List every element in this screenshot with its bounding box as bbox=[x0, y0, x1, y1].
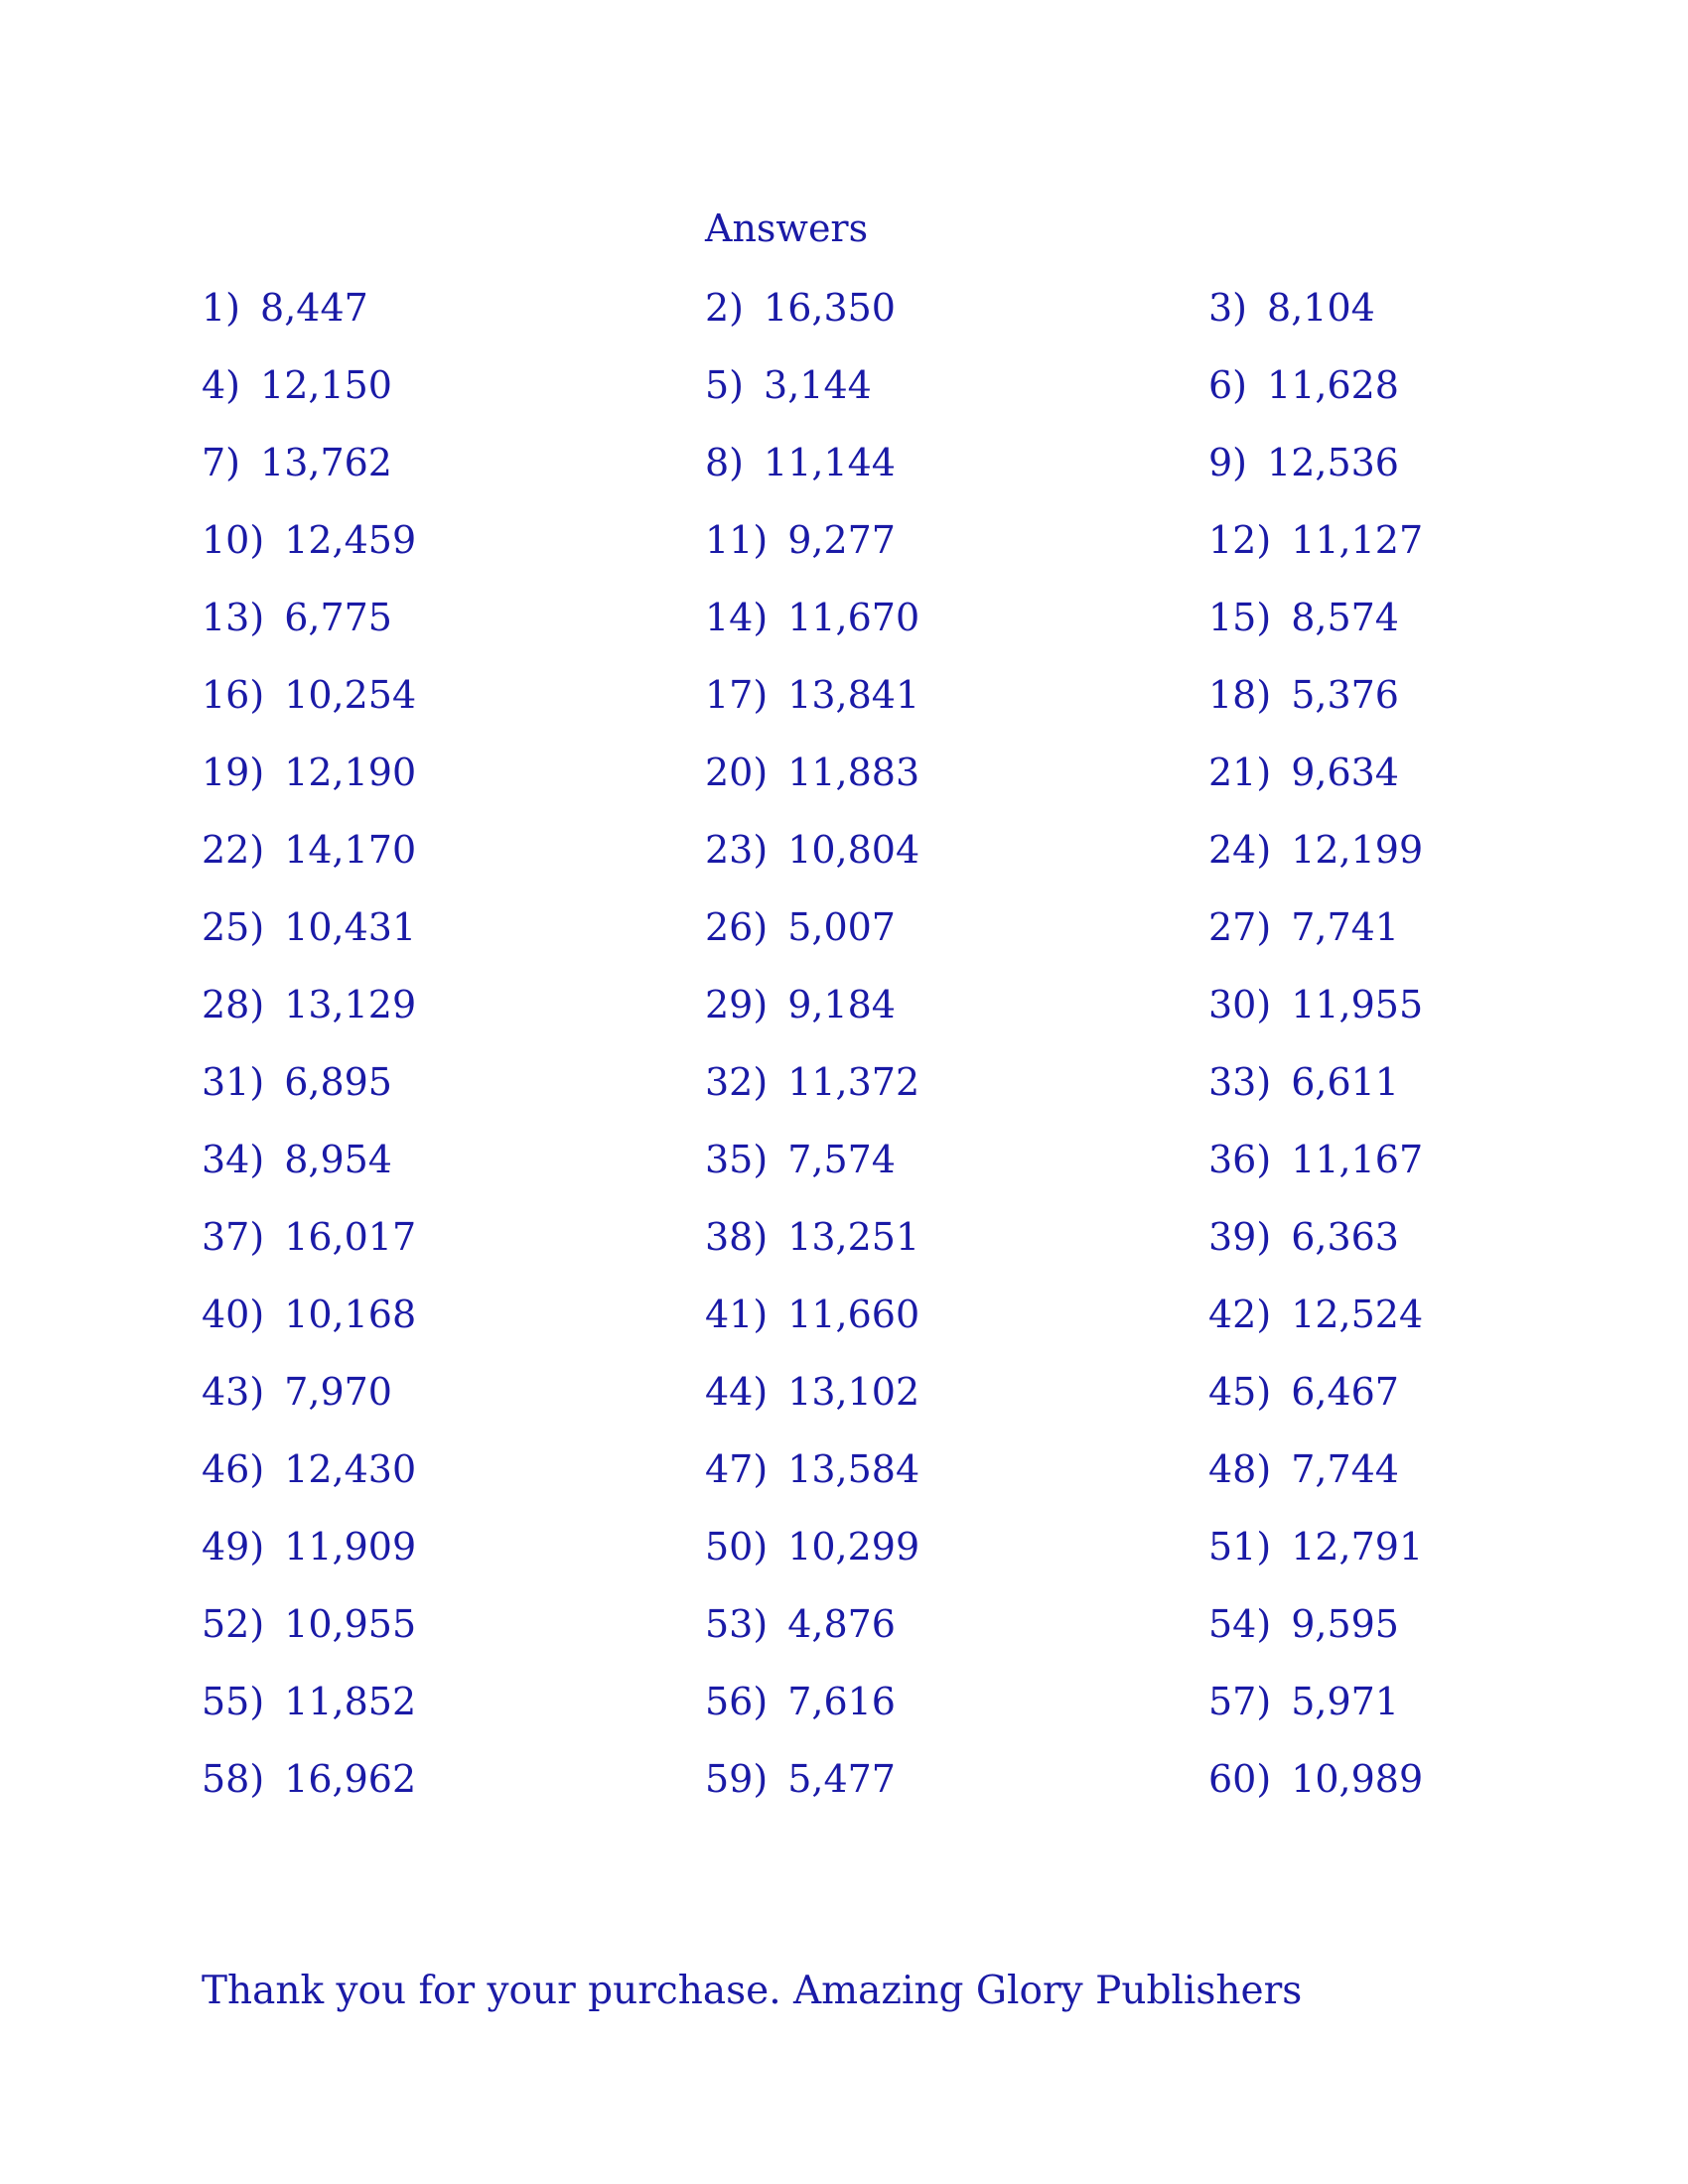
answer-number: 8) bbox=[705, 441, 745, 484]
answer-value: 9,595 bbox=[1291, 1602, 1399, 1646]
answer-number: 6) bbox=[1208, 363, 1248, 407]
answer-number: 9) bbox=[1208, 441, 1248, 484]
answer-row bbox=[202, 828, 1592, 905]
answer-value: 9,184 bbox=[787, 983, 896, 1026]
answer-number: 56) bbox=[705, 1680, 769, 1723]
answer-item bbox=[1208, 518, 1423, 562]
answer-number: 60) bbox=[1208, 1757, 1272, 1801]
answer-number: 20) bbox=[705, 751, 769, 794]
answer-row bbox=[202, 518, 1592, 596]
answer-item bbox=[705, 1525, 919, 1569]
answer-number: 5) bbox=[705, 363, 745, 407]
answer-number: 2) bbox=[705, 286, 745, 330]
answer-item bbox=[202, 673, 416, 717]
answer-number: 7) bbox=[202, 441, 241, 484]
answer-row bbox=[202, 1060, 1592, 1138]
answer-item bbox=[705, 363, 872, 407]
answer-value: 7,574 bbox=[787, 1138, 896, 1181]
answer-value: 5,477 bbox=[787, 1757, 896, 1801]
answer-item bbox=[202, 1525, 416, 1569]
answer-number: 21) bbox=[1208, 751, 1272, 794]
answer-row bbox=[202, 1757, 1592, 1835]
answer-item bbox=[202, 1370, 392, 1414]
answer-value: 5,007 bbox=[787, 905, 896, 949]
answer-number: 3) bbox=[1208, 286, 1248, 330]
answer-number: 14) bbox=[705, 596, 769, 639]
answer-value: 11,372 bbox=[787, 1060, 920, 1104]
answer-item bbox=[705, 983, 896, 1026]
answer-row bbox=[202, 1447, 1592, 1525]
answer-item bbox=[1208, 441, 1399, 484]
answer-value: 16,017 bbox=[284, 1215, 417, 1259]
answer-item bbox=[1208, 673, 1399, 717]
answer-row bbox=[202, 983, 1592, 1060]
answer-item bbox=[202, 1447, 416, 1491]
answer-value: 12,199 bbox=[1291, 828, 1424, 872]
answers-grid bbox=[202, 286, 1592, 1835]
answer-row bbox=[202, 441, 1592, 518]
answer-number: 53) bbox=[705, 1602, 769, 1646]
answer-number: 15) bbox=[1208, 596, 1272, 639]
answer-row bbox=[202, 751, 1592, 828]
answer-number: 4) bbox=[202, 363, 241, 407]
answer-value: 11,660 bbox=[787, 1293, 920, 1336]
answer-item bbox=[202, 1060, 392, 1104]
answer-number: 35) bbox=[705, 1138, 769, 1181]
answer-item bbox=[202, 363, 392, 407]
answer-value: 16,962 bbox=[284, 1757, 417, 1801]
answer-item bbox=[705, 518, 896, 562]
answer-item bbox=[202, 1757, 416, 1801]
answer-number: 17) bbox=[705, 673, 769, 717]
answer-item bbox=[705, 828, 919, 872]
answer-number: 48) bbox=[1208, 1447, 1272, 1491]
answer-number: 47) bbox=[705, 1447, 769, 1491]
answer-value: 7,744 bbox=[1291, 1447, 1399, 1491]
answer-number: 55) bbox=[202, 1680, 265, 1723]
answer-value: 7,616 bbox=[787, 1680, 896, 1723]
answer-value: 4,876 bbox=[787, 1602, 896, 1646]
answer-item bbox=[1208, 1680, 1399, 1723]
answer-number: 49) bbox=[202, 1525, 265, 1569]
answer-number: 42) bbox=[1208, 1293, 1272, 1336]
answer-item bbox=[202, 1215, 416, 1259]
answer-value: 10,254 bbox=[284, 673, 417, 717]
answer-value: 8,447 bbox=[260, 286, 368, 330]
answer-number: 18) bbox=[1208, 673, 1272, 717]
answer-number: 54) bbox=[1208, 1602, 1272, 1646]
answer-number: 30) bbox=[1208, 983, 1272, 1026]
answer-item bbox=[705, 1680, 896, 1723]
answer-item bbox=[705, 1370, 919, 1414]
answer-value: 13,251 bbox=[787, 1215, 920, 1259]
answer-item bbox=[1208, 1525, 1423, 1569]
answer-value: 7,741 bbox=[1291, 905, 1399, 949]
answer-number: 1) bbox=[202, 286, 241, 330]
answer-item bbox=[1208, 983, 1423, 1026]
answer-value: 10,431 bbox=[284, 905, 417, 949]
answer-value: 7,970 bbox=[284, 1370, 392, 1414]
answer-item bbox=[705, 1138, 896, 1181]
answer-item bbox=[1208, 1757, 1423, 1801]
answer-number: 29) bbox=[705, 983, 769, 1026]
answer-item bbox=[1208, 1447, 1399, 1491]
answer-value: 16,350 bbox=[764, 286, 896, 330]
answer-value: 9,277 bbox=[787, 518, 896, 562]
answer-number: 44) bbox=[705, 1370, 769, 1414]
answer-value: 13,841 bbox=[787, 673, 920, 717]
answer-item bbox=[1208, 751, 1399, 794]
answer-row bbox=[202, 1602, 1592, 1680]
answer-item bbox=[202, 983, 416, 1026]
answer-row bbox=[202, 1215, 1592, 1293]
answer-number: 41) bbox=[705, 1293, 769, 1336]
answer-value: 10,804 bbox=[787, 828, 920, 872]
answer-item bbox=[202, 286, 368, 330]
answer-number: 16) bbox=[202, 673, 265, 717]
answer-item bbox=[705, 1215, 919, 1259]
answer-item bbox=[1208, 1293, 1423, 1336]
answer-number: 28) bbox=[202, 983, 265, 1026]
answer-value: 11,167 bbox=[1291, 1138, 1424, 1181]
answer-item bbox=[705, 596, 919, 639]
answer-value: 12,430 bbox=[284, 1447, 417, 1491]
answer-row bbox=[202, 1138, 1592, 1215]
answer-item bbox=[705, 286, 896, 330]
answer-number: 23) bbox=[705, 828, 769, 872]
answer-row bbox=[202, 596, 1592, 673]
answer-value: 6,775 bbox=[284, 596, 392, 639]
answer-value: 12,524 bbox=[1291, 1293, 1424, 1336]
answer-item bbox=[1208, 596, 1399, 639]
answer-value: 11,628 bbox=[1267, 363, 1399, 407]
answer-number: 24) bbox=[1208, 828, 1272, 872]
answer-number: 52) bbox=[202, 1602, 265, 1646]
answer-value: 12,536 bbox=[1267, 441, 1399, 484]
answer-number: 33) bbox=[1208, 1060, 1272, 1104]
answer-value: 11,955 bbox=[1291, 983, 1424, 1026]
answer-value: 13,584 bbox=[787, 1447, 920, 1491]
answer-value: 6,467 bbox=[1291, 1370, 1399, 1414]
answer-number: 11) bbox=[705, 518, 769, 562]
answer-number: 36) bbox=[1208, 1138, 1272, 1181]
answer-row bbox=[202, 673, 1592, 751]
answer-item bbox=[1208, 1138, 1423, 1181]
answer-number: 22) bbox=[202, 828, 265, 872]
answer-item bbox=[1208, 363, 1399, 407]
answer-row bbox=[202, 1525, 1592, 1602]
answer-item bbox=[202, 518, 416, 562]
answer-item bbox=[705, 673, 919, 717]
answer-number: 34) bbox=[202, 1138, 265, 1181]
answer-item bbox=[202, 596, 392, 639]
answer-value: 10,168 bbox=[284, 1293, 417, 1336]
answer-value: 12,150 bbox=[260, 363, 392, 407]
answer-number: 50) bbox=[705, 1525, 769, 1569]
answer-number: 45) bbox=[1208, 1370, 1272, 1414]
answer-value: 6,363 bbox=[1291, 1215, 1399, 1259]
answer-number: 51) bbox=[1208, 1525, 1272, 1569]
answer-value: 12,459 bbox=[284, 518, 417, 562]
answer-value: 13,102 bbox=[787, 1370, 920, 1414]
answer-item bbox=[705, 441, 896, 484]
answer-item bbox=[202, 1680, 416, 1723]
answer-item bbox=[705, 905, 896, 949]
answer-item bbox=[202, 1602, 416, 1646]
answer-number: 19) bbox=[202, 751, 265, 794]
answer-value: 3,144 bbox=[764, 363, 872, 407]
answer-item bbox=[705, 1447, 919, 1491]
answer-item bbox=[705, 1060, 919, 1104]
answer-item bbox=[1208, 828, 1423, 872]
answer-number: 12) bbox=[1208, 518, 1272, 562]
answer-number: 25) bbox=[202, 905, 265, 949]
answer-value: 11,144 bbox=[764, 441, 896, 484]
answer-value: 11,670 bbox=[787, 596, 920, 639]
answer-row bbox=[202, 286, 1592, 363]
page-title: Answers bbox=[705, 206, 869, 250]
answer-item bbox=[202, 1293, 416, 1336]
answer-row bbox=[202, 1680, 1592, 1757]
answer-number: 59) bbox=[705, 1757, 769, 1801]
answer-number: 40) bbox=[202, 1293, 265, 1336]
answer-item bbox=[1208, 1370, 1399, 1414]
answer-value: 12,190 bbox=[284, 751, 417, 794]
answer-item bbox=[705, 751, 919, 794]
answer-item bbox=[1208, 1060, 1399, 1104]
answer-value: 8,954 bbox=[284, 1138, 392, 1181]
answer-value: 6,895 bbox=[284, 1060, 392, 1104]
answer-number: 26) bbox=[705, 905, 769, 949]
answer-number: 10) bbox=[202, 518, 265, 562]
answer-number: 39) bbox=[1208, 1215, 1272, 1259]
answer-item bbox=[202, 905, 416, 949]
answer-number: 46) bbox=[202, 1447, 265, 1491]
answer-value: 10,299 bbox=[787, 1525, 920, 1569]
answer-number: 58) bbox=[202, 1757, 265, 1801]
answer-value: 11,852 bbox=[284, 1680, 417, 1723]
answer-item bbox=[1208, 905, 1399, 949]
answer-number: 32) bbox=[705, 1060, 769, 1104]
answer-row bbox=[202, 363, 1592, 441]
answer-item bbox=[705, 1757, 896, 1801]
answer-number: 27) bbox=[1208, 905, 1272, 949]
answer-value: 8,574 bbox=[1291, 596, 1399, 639]
answer-item bbox=[1208, 286, 1375, 330]
answer-number: 13) bbox=[202, 596, 265, 639]
answer-number: 38) bbox=[705, 1215, 769, 1259]
answer-value: 12,791 bbox=[1291, 1525, 1424, 1569]
answer-number: 37) bbox=[202, 1215, 265, 1259]
answer-value: 10,989 bbox=[1291, 1757, 1424, 1801]
footer-note: Thank you for your purchase. Amazing Glory Publishers bbox=[202, 1969, 1303, 2013]
answer-value: 5,376 bbox=[1291, 673, 1399, 717]
answer-value: 13,129 bbox=[284, 983, 417, 1026]
answer-value: 11,883 bbox=[787, 751, 920, 794]
answer-row bbox=[202, 905, 1592, 983]
answer-item bbox=[1208, 1215, 1399, 1259]
answer-item bbox=[202, 828, 416, 872]
answer-item bbox=[705, 1293, 919, 1336]
answer-number: 31) bbox=[202, 1060, 265, 1104]
answer-row bbox=[202, 1370, 1592, 1447]
answer-item bbox=[705, 1602, 896, 1646]
answer-value: 9,634 bbox=[1291, 751, 1399, 794]
answer-row bbox=[202, 1293, 1592, 1370]
answer-value: 11,909 bbox=[284, 1525, 417, 1569]
answer-number: 43) bbox=[202, 1370, 265, 1414]
answer-value: 5,971 bbox=[1291, 1680, 1399, 1723]
answer-item bbox=[1208, 1602, 1399, 1646]
answer-value: 14,170 bbox=[284, 828, 417, 872]
answer-number: 57) bbox=[1208, 1680, 1272, 1723]
answer-value: 6,611 bbox=[1291, 1060, 1399, 1104]
answer-item bbox=[202, 751, 416, 794]
answer-item bbox=[202, 1138, 392, 1181]
answer-value: 11,127 bbox=[1291, 518, 1424, 562]
answer-value: 8,104 bbox=[1267, 286, 1375, 330]
answer-item bbox=[202, 441, 392, 484]
answer-value: 10,955 bbox=[284, 1602, 417, 1646]
answer-value: 13,762 bbox=[260, 441, 392, 484]
